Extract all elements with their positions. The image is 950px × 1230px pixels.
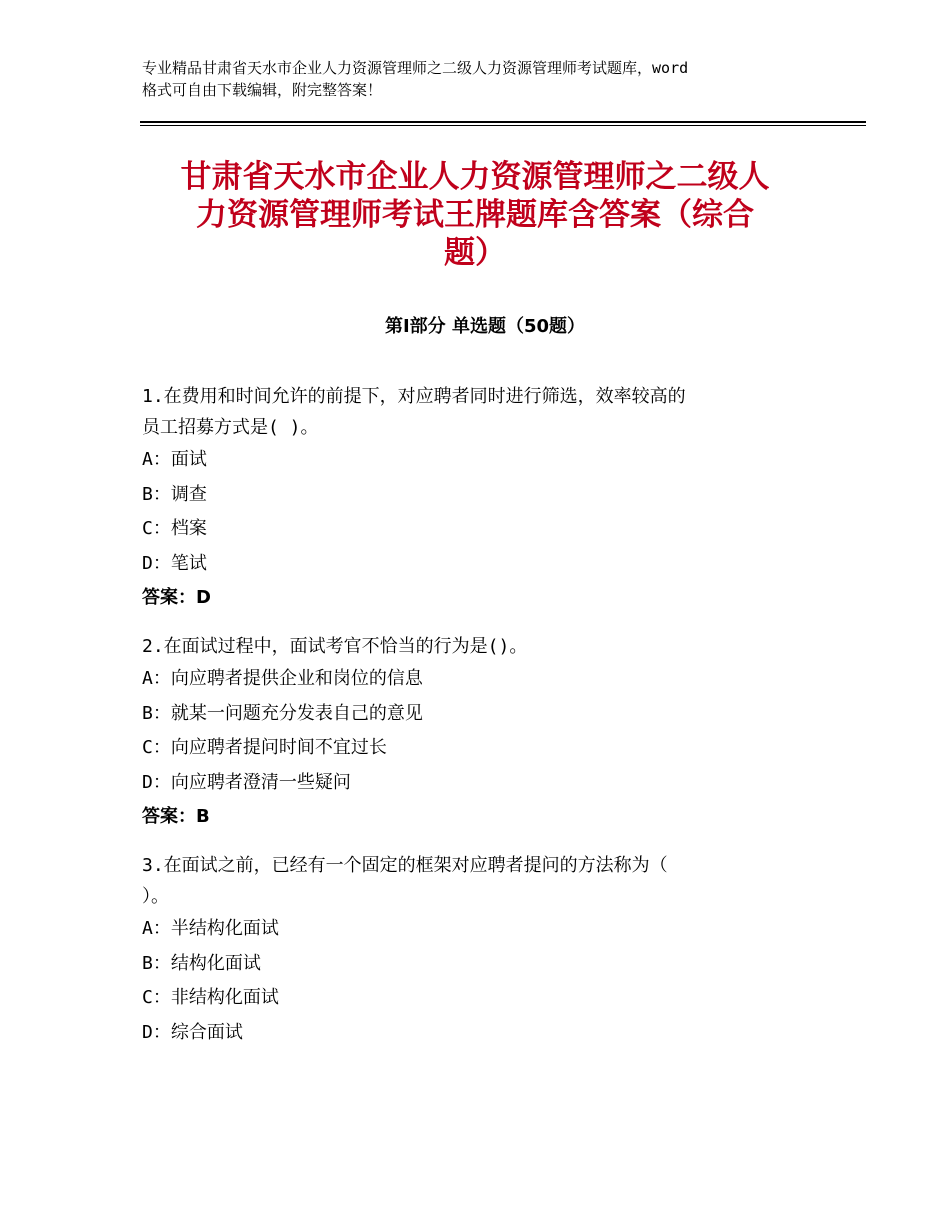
question-3 [142,850,822,1050]
question-stem-line: 1.在费用和时间允许的前提下，对应聘者同时进行筛选，效率较高的 [142,386,686,407]
section-title: 第Ⅰ部分 单选题（50题） [384,316,585,337]
option-a: A：向应聘者提供企业和岗位的信息 [142,668,423,689]
question-stem-line: ）。 [142,886,169,907]
header-divider-thick [140,121,866,123]
document-header [142,57,822,101]
option-a: A：面试 [142,449,207,470]
question-stem [142,381,822,443]
option-b: B：就某一问题充分发表自己的意见 [142,702,423,724]
option-d: D：笔试 [142,552,207,574]
document-title [130,158,820,272]
question-1 [142,381,822,615]
option-b: B：调查 [142,483,207,505]
title-line-3: 题） [444,235,506,271]
option-c: C：档案 [142,518,207,539]
answer: 答案：B [142,806,210,827]
option-b: B：结构化面试 [142,952,261,974]
header-divider-thin [140,125,866,126]
question-stem [142,850,822,912]
header-line-1: 专业精品甘肃省天水市企业人力资源管理师之二级人力资源管理师考试题库，word [142,59,689,77]
title-line-2: 力资源管理师考试王牌题库含答案（综合 [196,197,754,233]
question-list [142,381,822,1066]
question-stem-line: 3.在面试之前，已经有一个固定的框架对应聘者提问的方法称为（ [142,855,668,876]
option-a: A：半结构化面试 [142,918,279,939]
question-2 [142,631,822,834]
option-d: D：综合面试 [142,1021,243,1043]
option-c: C：向应聘者提问时间不宜过长 [142,737,387,758]
option-d: D：向应聘者澄清一些疑问 [142,771,351,793]
header-line-2: 格式可自由下载编辑，附完整答案！ [142,81,383,99]
question-stem [142,631,822,662]
answer: 答案：D [142,587,211,608]
option-c: C：非结构化面试 [142,987,279,1008]
question-stem-line: 2.在面试过程中，面试考官不恰当的行为是()。 [142,636,528,657]
title-line-1: 甘肃省天水市企业人力资源管理师之二级人 [180,159,770,195]
question-stem-line: 员工招募方式是( )。 [142,417,319,438]
